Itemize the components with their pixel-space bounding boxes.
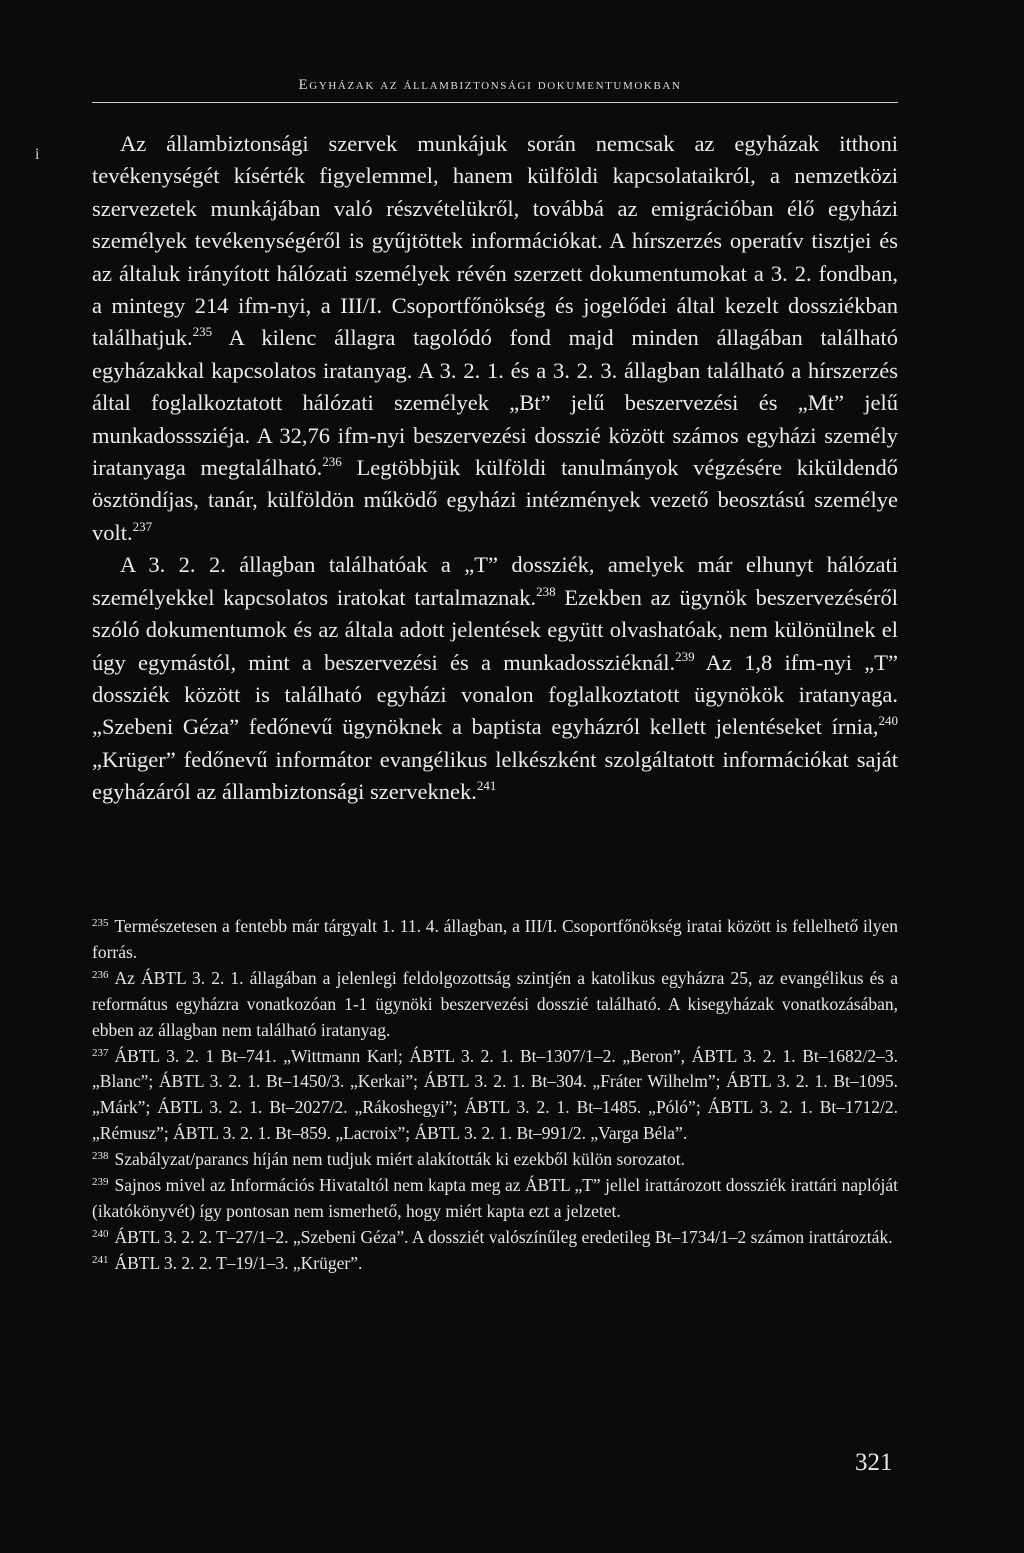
footnote-text: Az ÁBTL 3. 2. 1. állagában a jelenlegi feldolgozottság szintjén a katolikus egyházra 25, az evangélikus és a református egyházra vonatkozóan 1-1 ügynöki beszervezési dosszié található. A kisegyházak vonatkozásában, ebben az állagban nem található iratanyag. xyxy=(92,967,898,1040)
text-segment: Az 1,8 ifm-nyi „T” dossziék között is található egyházi vonalon foglalkoztatott ügynökök iratanyaga. „Szebeni Géza” fedőnevű ügynöknek a baptista egyházról kellett jelentéseket írnia, xyxy=(92,649,898,740)
page-number: 321 xyxy=(855,1449,893,1476)
text-segment: Legtöbbjük külföldi tanulmányok végzésére kiküldendő ösztöndíjas, tanár, külföldön működő egyházi intézmények vezető beosztású személye volt. xyxy=(92,455,898,545)
footnote xyxy=(92,1147,898,1173)
footnote-text: Sajnos mivel az Információs Hivataltól nem kapta meg az ÁBTL „T” jellel irattározott dossziék irattári naplóját (ikatókönyvét) így pontosan nem ismerhető, hogy miért kapta ezt a jelzetet. xyxy=(92,1175,898,1221)
footnote-text: ÁBTL 3. 2. 2. T–27/1–2. „Szebeni Géza”. A dossziét valószínűleg eredetileg Bt–1734/1–2 számon irattározták. xyxy=(114,1226,893,1247)
footnote xyxy=(92,1044,898,1148)
header-rule xyxy=(92,102,898,103)
footnote-number: 238 xyxy=(92,1150,109,1163)
text-segment: Ezekben az ügynök beszervezéséről szóló dokumentumok és az általa adott jelentések együtt olvashatóak, nem különülnek el úgy egymástól, mint a beszervezési és a munkadossziéknál. xyxy=(92,584,898,675)
footnote xyxy=(92,1251,898,1277)
footnote-text: Természetesen a fentebb már tárgyalt 1. 11. 4. állagban, a III/I. Csoportfőnökség iratai között is fellelhető ilyen forrás. xyxy=(92,916,898,962)
footnote xyxy=(92,1173,898,1225)
footnote-number: 237 xyxy=(92,1046,109,1059)
footnote-ref: 241 xyxy=(476,778,497,794)
footnote-ref: 239 xyxy=(675,648,695,664)
footnote-number: 241 xyxy=(92,1253,109,1266)
footnote-number: 239 xyxy=(92,1176,109,1189)
text-segment: A 3. 2. 2. állagban találhatóak a „T” dossziék, amelyek már elhunyt hálózati személyekkel kapcsolatos iratokat tartalmaznak. xyxy=(92,552,898,610)
footnotes xyxy=(92,914,898,1277)
text-segment: A kilenc állagra tagolódó fond majd minden állagában található egyházakkal kapcsolatos iratanyag. A 3. 2. 1. és a 3. 2. 3. állagban található a hírszerzés által foglalkoztatott hálózati személyek „Bt” jelű beszervezési és „Mt” jelű munkadosssziéja. A 32,76 ifm-nyi beszervezési dosszié között számos egyházi személy iratanyaga megtalálható. xyxy=(92,325,898,481)
footnote-number: 240 xyxy=(92,1227,109,1240)
footnote xyxy=(92,914,898,966)
footnote-text: Szabályzat/parancs híján nem tudjuk miért alakították ki ezekből külön sorozatot. xyxy=(114,1149,686,1170)
paragraph-1 xyxy=(92,128,898,549)
margin-mark: i xyxy=(35,146,40,163)
text-segment: „Krüger” fedőnevű informátor evangélikus lelkészként szolgáltatott információkat saját egyházáról az állambiztonsági szerveknek. xyxy=(92,746,898,805)
footnote-text: ÁBTL 3. 2. 1 Bt–741. „Wittmann Karl; ÁBTL 3. 2. 1. Bt–1307/1–2. „Beron”, ÁBTL 3. 2. 1. Bt–1682/2–3. „Blanc”; ÁBTL 3. 2. 1. Bt–1450/3. „Kerkai”; ÁBTL 3. 2. 1. Bt–304. „Fráter Wilhelm”; ÁBTL 3. 2. 1. Bt–1095. „Márk”; ÁBTL 3. 2. 1. Bt–2027/2. „Rákoshegyi”; ÁBTL 3. 2. 1. Bt–1485. „Póló”; ÁBTL 3. 2. 1. Bt–1712/2. „Rémusz”; ÁBTL 3. 2. 1. Bt–859. „Lacroix”; ÁBTL 3. 2. 1. Bt–991/2. „Varga Béla”. xyxy=(92,1045,898,1144)
paragraph-2 xyxy=(92,549,898,808)
footnote-text: ÁBTL 3. 2. 2. T–19/1–3. „Krüger”. xyxy=(114,1252,363,1273)
footnote-ref: 235 xyxy=(192,324,213,340)
footnote-ref: 237 xyxy=(132,518,153,534)
footnote-ref: 238 xyxy=(536,583,556,599)
body-text xyxy=(92,128,898,809)
footnote-ref: 240 xyxy=(878,713,898,729)
text-segment: Az állambiztonsági szervek munkájuk során nemcsak az egyházak itthoni tevékenységét kísérték figyelemmel, hanem külföldi kapcsolataikról, a nemzetközi szervezetek munkájában való részvételükről, továbbá az emigrációban élő egyházi személyek tevékenységéről is gyűjtöttek információkat. A hírszerzés operatív tisztjei és az általuk irányított hálózati személyek révén szerzett dokumentumokat a 3. 2. fondban, a mintegy 214 ifm-nyi, a III/I. Csoportfőnökség és jogelődei által kezelt dossziékban találhatjuk. xyxy=(92,131,898,351)
footnote-number: 236 xyxy=(92,968,109,981)
footnote-number: 235 xyxy=(92,917,109,929)
running-head: Egyházak az állambiztonsági dokumentumokban xyxy=(298,77,682,93)
footnote xyxy=(92,1225,898,1251)
footnote xyxy=(92,966,898,1044)
footnote-ref: 236 xyxy=(322,454,342,470)
